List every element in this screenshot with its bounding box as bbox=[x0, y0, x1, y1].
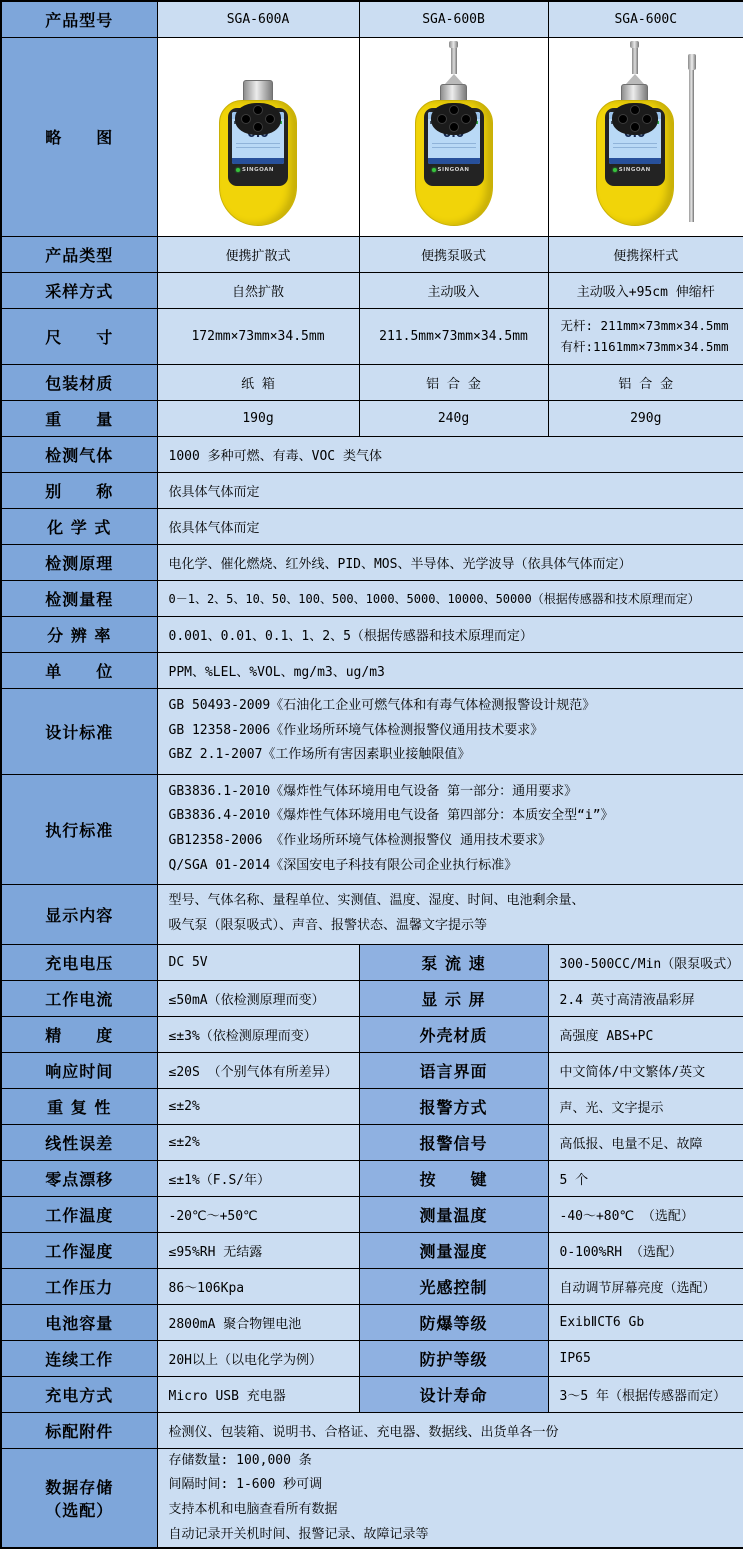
label-measure-temperature: 测量温度 bbox=[359, 1196, 548, 1232]
weight-c: 290g bbox=[548, 400, 743, 436]
execution-standard-line: GB3836.4-2010《爆炸性气体环境用电气设备 第四部分：本质安全型“i”》 bbox=[168, 808, 614, 824]
sensor-cap-icon bbox=[243, 80, 273, 102]
keypad-button bbox=[449, 122, 459, 132]
keypad-button bbox=[618, 114, 628, 124]
label-unit: 单 位 bbox=[1, 652, 157, 688]
row-packaging-material bbox=[1, 364, 743, 400]
sketch-cell-c bbox=[548, 37, 743, 236]
label-working-temperature: 工作温度 bbox=[1, 1196, 157, 1232]
continuous-work-value: 20H以上（以电化学为例） bbox=[157, 1340, 359, 1376]
size-c-with-rod: 有杆:1161mm×73mm×34.5mm bbox=[560, 339, 729, 354]
keypad-button bbox=[253, 105, 263, 115]
keypad-button bbox=[461, 114, 471, 124]
row-standard-accessories bbox=[1, 1412, 743, 1448]
label-charging-method: 充电方式 bbox=[1, 1376, 157, 1412]
label-detection-range: 检测量程 bbox=[1, 580, 157, 616]
device-body bbox=[415, 100, 493, 226]
row-continuous-work-protection bbox=[1, 1340, 743, 1376]
row-working-current-display bbox=[1, 980, 743, 1016]
response-time-value: ≤20S （个别气体有所差异） bbox=[157, 1052, 359, 1088]
label-working-pressure: 工作压力 bbox=[1, 1268, 157, 1304]
screen-info-rows bbox=[432, 141, 476, 149]
row-unit bbox=[1, 652, 743, 688]
row-data-storage bbox=[1, 1448, 743, 1548]
working-pressure-value: 86～106Kpa bbox=[157, 1268, 359, 1304]
chemical-formula-value: 依具体气体而定 bbox=[157, 508, 743, 544]
row-display-content bbox=[1, 884, 743, 944]
detection-range-value: 0－1、2、5、10、50、100、500、1000、5000、10000、50000（根据传感器和技术原理而定） bbox=[157, 580, 743, 616]
row-repeatability-alarm-mode bbox=[1, 1088, 743, 1124]
probe-rod-icon bbox=[632, 48, 638, 74]
brand-logo: SINGOAN bbox=[241, 166, 274, 173]
probe-cone-icon bbox=[445, 74, 463, 84]
display-screen-value: 2.4 英寸高清液晶彩屏 bbox=[548, 980, 743, 1016]
label-resolution: 分 辨 率 bbox=[1, 616, 157, 652]
label-data-storage bbox=[1, 1448, 157, 1548]
data-storage-line: 间隔时间: 1-600 秒可调 bbox=[168, 1477, 323, 1493]
packaging-c: 铝 合 金 bbox=[548, 364, 743, 400]
linearity-error-value: ≤±2% bbox=[157, 1124, 359, 1160]
row-weight bbox=[1, 400, 743, 436]
device-body bbox=[219, 100, 297, 226]
size-a: 172mm×73mm×34.5mm bbox=[157, 308, 359, 364]
model-a: SGA-600A bbox=[157, 1, 359, 37]
label-shell-material: 外壳材质 bbox=[359, 1016, 548, 1052]
unit-value: PPM、%LEL、%VOL、mg/m3、ug/m3 bbox=[157, 652, 743, 688]
design-standard-line: GB 50493-2009《石油化工企业可燃气体和有毒气体检测报警设计规范》 bbox=[168, 697, 596, 713]
label-explosion-proof-grade: 防爆等级 bbox=[359, 1304, 548, 1340]
working-current-value: ≤50mA（依检测原理而变） bbox=[157, 980, 359, 1016]
charging-method-value: Micro USB 充电器 bbox=[157, 1376, 359, 1412]
label-chemical-formula: 化 学 式 bbox=[1, 508, 157, 544]
row-detection-range bbox=[1, 580, 743, 616]
label-pump-flow: 泵 流 速 bbox=[359, 944, 548, 980]
rod-tip bbox=[688, 54, 696, 70]
label-design-standard: 设计标准 bbox=[1, 688, 157, 774]
row-chemical-formula bbox=[1, 508, 743, 544]
label-zero-drift: 零点漂移 bbox=[1, 1160, 157, 1196]
keypad-button bbox=[265, 114, 275, 124]
execution-standard-line: GB3836.1-2010《爆炸性气体环境用电气设备 第一部分：通用要求》 bbox=[168, 783, 578, 799]
label-product-type: 产品类型 bbox=[1, 236, 157, 272]
label-repeatability: 重 复 性 bbox=[1, 1088, 157, 1124]
row-working-temp-measure-temp bbox=[1, 1196, 743, 1232]
label-sketch: 略 图 bbox=[1, 37, 157, 236]
probe-rod-icon bbox=[451, 48, 457, 74]
power-led-icon bbox=[432, 168, 436, 172]
label-working-current: 工作电流 bbox=[1, 980, 157, 1016]
display-content-line: 吸气泵（限泵吸式）、声音、报警状态、温馨文字提示等 bbox=[168, 918, 488, 933]
label-product-model: 产品型号 bbox=[1, 1, 157, 37]
probe-tip-icon bbox=[630, 41, 639, 48]
probe-cone-icon bbox=[626, 74, 644, 84]
power-led-icon bbox=[613, 168, 617, 172]
explosion-proof-grade-value: ExibⅡCT6 Gb bbox=[548, 1304, 743, 1340]
data-storage-value bbox=[157, 1448, 743, 1548]
brand-logo: SINGOAN bbox=[437, 166, 470, 173]
type-c: 便携探杆式 bbox=[548, 236, 743, 272]
label-accuracy: 精 度 bbox=[1, 1016, 157, 1052]
row-alias bbox=[1, 472, 743, 508]
keypad-button bbox=[449, 105, 459, 115]
data-storage-label-line2: （选配） bbox=[45, 1500, 114, 1520]
row-response-time-language bbox=[1, 1052, 743, 1088]
type-b: 便携泵吸式 bbox=[359, 236, 548, 272]
detection-principle-value: 电化学、催化燃烧、红外线、PID、MOS、半导体、光学波导（依具体气体而定） bbox=[157, 544, 743, 580]
keypad-button bbox=[630, 105, 640, 115]
row-design-standard bbox=[1, 688, 743, 774]
sampling-a: 自然扩散 bbox=[157, 272, 359, 308]
keypad-button bbox=[630, 122, 640, 132]
size-b: 211.5mm×73mm×34.5mm bbox=[359, 308, 548, 364]
label-keys: 按 键 bbox=[359, 1160, 548, 1196]
device-image-sga-600a bbox=[219, 80, 297, 226]
telescopic-rod-icon bbox=[688, 54, 696, 222]
design-standard-line: GBZ 2.1-2007《工作场所有害因素职业接触限值》 bbox=[168, 747, 471, 763]
type-a: 便携扩散式 bbox=[157, 236, 359, 272]
weight-b: 240g bbox=[359, 400, 548, 436]
shell-material-value: 高强度 ABS+PC bbox=[548, 1016, 743, 1052]
execution-standard-line: GB12358-2006 《作业场所环境气体检测报警仪 通用技术要求》 bbox=[168, 833, 552, 848]
packaging-a: 纸 箱 bbox=[157, 364, 359, 400]
row-working-pressure-light-control bbox=[1, 1268, 743, 1304]
repeatability-value: ≤±2% bbox=[157, 1088, 359, 1124]
charging-voltage-value: DC 5V bbox=[157, 944, 359, 980]
battery-capacity-value: 2800mA 聚合物锂电池 bbox=[157, 1304, 359, 1340]
rod-shaft bbox=[689, 70, 694, 222]
protection-grade-value: IP65 bbox=[548, 1340, 743, 1376]
keypad-button bbox=[241, 114, 251, 124]
measure-humidity-value: 0-100%RH （选配） bbox=[548, 1232, 743, 1268]
design-life-value: 3～5 年（根据传感器而定） bbox=[548, 1376, 743, 1412]
label-response-time: 响应时间 bbox=[1, 1052, 157, 1088]
display-content-value bbox=[157, 884, 743, 944]
data-storage-line: 自动记录开关机时间、报警记录、故障记录等 bbox=[168, 1526, 429, 1542]
label-linearity-error: 线性误差 bbox=[1, 1124, 157, 1160]
data-storage-line: 存储数量: 100,000 条 bbox=[168, 1452, 312, 1468]
row-dimensions bbox=[1, 308, 743, 364]
keypad bbox=[431, 103, 477, 135]
keypad bbox=[235, 103, 281, 135]
alias-value: 依具体气体而定 bbox=[157, 472, 743, 508]
device-body bbox=[596, 100, 674, 226]
keypad bbox=[612, 103, 658, 135]
data-storage-label-line1: 数据存储 bbox=[45, 1477, 114, 1497]
label-charging-voltage: 充电电压 bbox=[1, 944, 157, 980]
alarm-signal-value: 高低报、电量不足、故障 bbox=[548, 1124, 743, 1160]
label-detection-principle: 检测原理 bbox=[1, 544, 157, 580]
working-humidity-value: ≤95%RH 无结露 bbox=[157, 1232, 359, 1268]
label-execution-standard: 执行标准 bbox=[1, 774, 157, 884]
label-standard-accessories: 标配附件 bbox=[1, 1412, 157, 1448]
design-standard-value bbox=[157, 688, 743, 774]
packaging-b: 铝 合 金 bbox=[359, 364, 548, 400]
keypad-button bbox=[253, 122, 263, 132]
label-alarm-signal: 报警信号 bbox=[359, 1124, 548, 1160]
row-zero-drift-keys bbox=[1, 1160, 743, 1196]
row-execution-standard bbox=[1, 774, 743, 884]
label-sampling-method: 采样方式 bbox=[1, 272, 157, 308]
label-language-ui: 语言界面 bbox=[359, 1052, 548, 1088]
row-product-type bbox=[1, 236, 743, 272]
label-alias: 别 称 bbox=[1, 472, 157, 508]
sampling-c: 主动吸入+95cm 伸缩杆 bbox=[548, 272, 743, 308]
model-b: SGA-600B bbox=[359, 1, 548, 37]
display-content-line: 型号、气体名称、量程单位、实测值、温度、湿度、时间、电池剩余量、 bbox=[168, 893, 585, 909]
sampling-b: 主动吸入 bbox=[359, 272, 548, 308]
label-design-life: 设计寿命 bbox=[359, 1376, 548, 1412]
standard-accessories-value: 检测仪、包装箱、说明书、合格证、充电器、数据线、出货单各一份 bbox=[157, 1412, 743, 1448]
keypad-button bbox=[642, 114, 652, 124]
label-protection-grade: 防护等级 bbox=[359, 1340, 548, 1376]
keys-value: 5 个 bbox=[548, 1160, 743, 1196]
keypad-button bbox=[437, 114, 447, 124]
row-working-humidity-measure-humidity bbox=[1, 1232, 743, 1268]
label-alarm-mode: 报警方式 bbox=[359, 1088, 548, 1124]
accuracy-value: ≤±3%（依检测原理而变） bbox=[157, 1016, 359, 1052]
execution-standard-line: Q/SGA 01-2014《深国安电子科技有限公司企业执行标准》 bbox=[168, 857, 518, 873]
label-display-content: 显示内容 bbox=[1, 884, 157, 944]
size-c-without-rod: 无杆: 211mm×73mm×34.5mm bbox=[560, 317, 729, 333]
device-image-sga-600b bbox=[415, 41, 493, 226]
probe-tip-icon bbox=[449, 41, 458, 48]
resolution-value: 0.001、0.01、0.1、1、2、5（根据传感器和技术原理而定） bbox=[157, 616, 743, 652]
zero-drift-value: ≤±1%（F.S/年） bbox=[157, 1160, 359, 1196]
screen-info-rows bbox=[236, 141, 280, 149]
row-battery-explosion-proof bbox=[1, 1304, 743, 1340]
label-measure-humidity: 测量湿度 bbox=[359, 1232, 548, 1268]
row-detection-principle bbox=[1, 544, 743, 580]
sensor-cap-icon bbox=[621, 84, 648, 102]
pump-flow-value: 300-500CC/Min（限泵吸式） bbox=[548, 944, 743, 980]
design-standard-line: GB 12358-2006《作业场所环境气体检测报警仪通用技术要求》 bbox=[168, 722, 544, 738]
label-battery-capacity: 电池容量 bbox=[1, 1304, 157, 1340]
row-sketch bbox=[1, 37, 743, 236]
execution-standard-value bbox=[157, 774, 743, 884]
brand-logo: SINGOAN bbox=[618, 166, 651, 173]
measure-temperature-value: -40～+80℃ （选配） bbox=[548, 1196, 743, 1232]
model-c: SGA-600C bbox=[548, 1, 743, 37]
row-detected-gases bbox=[1, 436, 743, 472]
row-charging-method-design-life bbox=[1, 1376, 743, 1412]
row-accuracy-shell bbox=[1, 1016, 743, 1052]
sensor-cap-icon bbox=[440, 84, 467, 102]
label-display-screen: 显 示 屏 bbox=[359, 980, 548, 1016]
power-led-icon bbox=[236, 168, 240, 172]
weight-a: 190g bbox=[157, 400, 359, 436]
label-detected-gases: 检测气体 bbox=[1, 436, 157, 472]
language-ui-value: 中文简体/中文繁体/英文 bbox=[548, 1052, 743, 1088]
label-continuous-work: 连续工作 bbox=[1, 1340, 157, 1376]
row-linearity-alarm-signal bbox=[1, 1124, 743, 1160]
label-weight: 重 量 bbox=[1, 400, 157, 436]
row-charging-voltage-pump-flow bbox=[1, 944, 743, 980]
label-dimensions: 尺 寸 bbox=[1, 308, 157, 364]
label-packaging-material: 包装材质 bbox=[1, 364, 157, 400]
row-resolution bbox=[1, 616, 743, 652]
label-working-humidity: 工作湿度 bbox=[1, 1232, 157, 1268]
screen-info-rows bbox=[613, 141, 657, 149]
size-c bbox=[548, 308, 743, 364]
light-control-value: 自动调节屏幕亮度（选配） bbox=[548, 1268, 743, 1304]
device-image-sga-600c bbox=[596, 41, 674, 226]
sketch-cell-a bbox=[157, 37, 359, 236]
sketch-cell-b bbox=[359, 37, 548, 236]
row-product-model bbox=[1, 1, 743, 37]
label-light-control: 光感控制 bbox=[359, 1268, 548, 1304]
row-sampling-method bbox=[1, 272, 743, 308]
data-storage-line: 支持本机和电脑查看所有数据 bbox=[168, 1501, 338, 1517]
detected-gases-value: 1000 多种可燃、有毒、VOC 类气体 bbox=[157, 436, 743, 472]
working-temperature-value: -20℃～+50℃ bbox=[157, 1196, 359, 1232]
alarm-mode-value: 声、光、文字提示 bbox=[548, 1088, 743, 1124]
